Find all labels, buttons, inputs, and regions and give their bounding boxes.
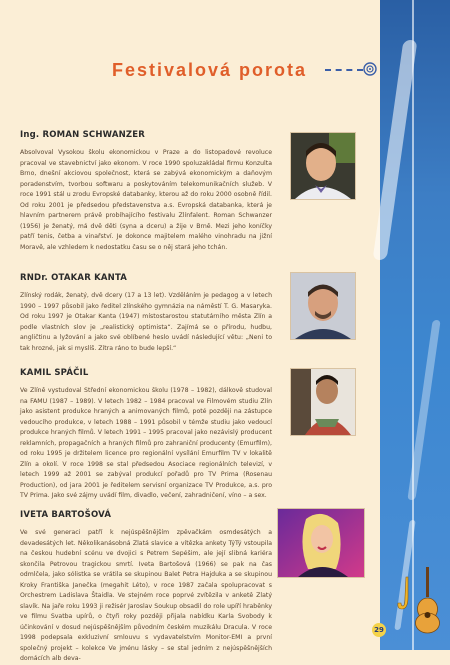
- jury-member-kanta: [20, 273, 272, 354]
- jury-photo-spacil: [290, 368, 356, 436]
- band-streak: [373, 40, 418, 260]
- target-icon: [363, 62, 377, 76]
- jury-member-name: RNDr. OTAKAR KANTA: [20, 273, 128, 283]
- page-number: 29: [372, 623, 386, 637]
- jury-member-schwanzer: [20, 130, 272, 253]
- jury-photo-schwanzer: [290, 132, 356, 200]
- saxophone-icon: [396, 575, 414, 615]
- jury-member-name: KAMIL SPÁČIL: [20, 368, 89, 378]
- jury-member-name: IVETA BARTOŠOVÁ: [20, 510, 112, 520]
- title-dashes: [325, 69, 363, 73]
- guitar-icon: [414, 565, 440, 635]
- jury-photo-kanta: [290, 272, 356, 340]
- jury-member-spacil: [20, 368, 272, 502]
- jury-member-bio: Ve své generaci patří k nejúspěšnějším zpěvačkám osmdesátých a devadesátých let. Několikanásobná Zlatá slavice a vítězka ankety TýTý vstoupila na českou hudební scénu ve dvojici s Petrem Sepéšim, ale její slibná kariéra skončila Petrovou tragickou smrtí. Iveta Bartošová (1966) se pak na čas odmlčela, jako sólistka se vrátila se skupinou Balet Petra Hajduka a se skupinou Kroky Františka Janečka (megahit Léto), v roce 1987 začala spolupracovat s Orchestrem Ladislava Štaidla. Ve stejném roce poprvé zvítězila v anketě Zlatý slavík. Na jaře roku 1993 ji režisér Jaroslav Soukup obsadil do role upíří hraběnky ve filmu Svatba upírů, o čtyři roky později přijala nabídku Karla Svobody k účinkování v dosud nejúspěšnějším původním českém muzikálu Dracula. V roce 1998 podepsala exkluzivní smlouvu s vydavatelstvím Monitor-EMI a první společný projekt – kolekce Ve jménu lásky – se stal jedním z nejúspěšnějších domácích alb deva-: [20, 529, 272, 662]
- jury-member-bio: Ve Zlíně vystudoval Střední ekonomickou školu (1978 – 1982), dálkově studoval na FAMU (1987 – 1989). V letech 1982 – 1984 pracoval ve Filmovém studiu Zlín jako asistent produkce hraných a animovaných filmů, poté později na zástupce vedoucího produkce, v letech 1988 – 1991 působil v témže studiu jako vedoucí produkce hraných filmů. V letech 1991 – 1995 pracoval jako nezávislý producent reklamních, propagačních a hraných filmů pro zahraniční producenty (Emurfilm), od roku 1995 je držitelem licence pro regionální vysílání Emurfilm TV v lokalitě Zlín a okolí. V roce 1998 se stal předsedou Asociace regionálních televizí, v letech 1999 až 2001 se zabýval produkcí pořadů pro TV Prima (Rosenau Production), od jara 2001 je ředitelem servisní organizace TV Produkce, a.s. pro TV Prima. Jako své zájmy uvádí film, divadlo, večení, zahradničení, víno – a sex.: [20, 387, 272, 499]
- jury-member-name: Ing. ROMAN SCHWANZER: [20, 130, 146, 140]
- jury-photo-bartosova: [277, 508, 365, 578]
- page-title: Festivalová porota: [112, 60, 308, 80]
- decorative-blue-band: [380, 0, 450, 650]
- jury-member-bio: Zlínský rodák, ženatý, dvě dcery (17 a 13 let). Vzděláním je pedagog a v letech 1990 – 1997 působil jako ředitel zlínského gymnázia na náměstí T. G. Masaryka. Od roku 1997 je Otakar Kanta (1947) místostarostou statutárního města Zlín a podle vlastních slov je „realistický optimista“. Zajímá se o přírodu, hudbu, angličtinu a lyžování a jako své oblíbené heslo uvádí následující větu: „Neni to tak hrozné, jak si myslíš. Zítra ráno to bude lepší.“: [20, 292, 272, 352]
- band-line: [412, 0, 414, 650]
- jury-member-bio: Absolvoval Vysokou školu ekonomickou v Praze a do listopadové revoluce pracoval ve stavebnictví jako ekonom. V roce 1990 spoluzakládal firmu Konzulta Brno, dnešní akciovou společnost, která se zabývá ekonomickým a daňovým poradenstvím, tvorbou softwaru a poskytováním telekomunikačních služeb. V roce 1991 stál u zrodu Evropské databanky, kterou až do roku 2000 osobně řídil. Od roku 2001 je předsedou představenstva a.s. Evropská databanka, která je hlavním partnerem právě probíhajícího festivalu Zlínfalent. Roman Schwanzer (1956) je ženatý, má dvě děti (syna a dceru) a žije v Brně. Mezi jeho koníčky patří tenis, četba a vinařství. Je dokonce majitelem malého vinohradu na jižní Moravě, ale vzhledem k nedostatku času se o něj stará jeho tchán.: [20, 149, 272, 251]
- jury-member-bartosova: [20, 510, 272, 665]
